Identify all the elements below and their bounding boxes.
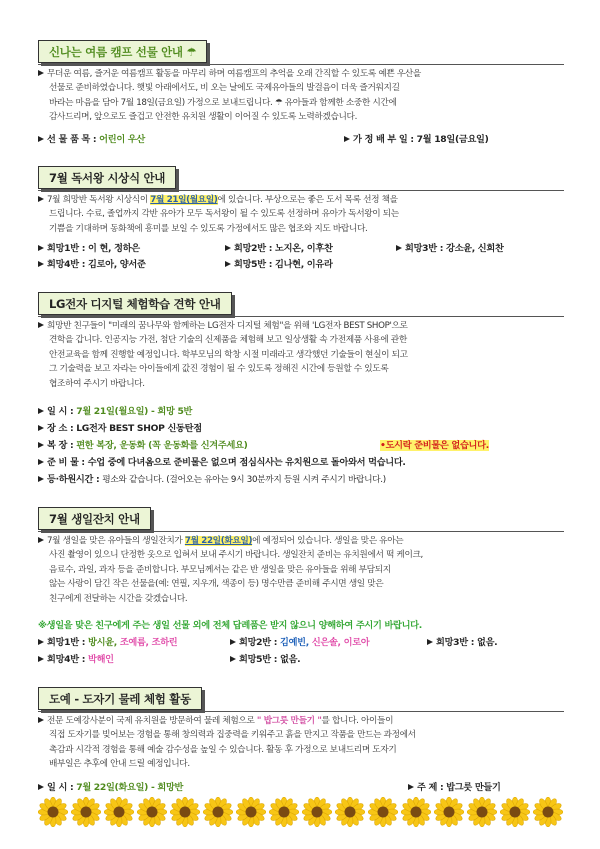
bullet-icon: [38, 442, 44, 448]
bullet-icon: [38, 537, 44, 543]
text: 에 있습니다. 부상으로는 좋은 도서 목록 선정 책을: [217, 195, 398, 205]
divider: [38, 190, 564, 191]
divider: [38, 531, 564, 532]
tour-time-row: [38, 471, 386, 485]
bullet-icon: [38, 136, 44, 142]
sunflower-icon: [434, 797, 464, 827]
sunflower-icon: [302, 797, 332, 827]
class-winners: 희망5반 : 김나현, 이유라: [234, 259, 333, 270]
sunflower-icon: [203, 797, 233, 827]
text-line: 협조하여 주시기 바랍니다.: [49, 378, 145, 389]
bullet-icon: [38, 639, 44, 645]
section-title: [38, 687, 202, 710]
value: 편한 복장, 운동화 (꼭 운동화를 신겨주세요): [76, 440, 248, 451]
text-line: 촉감과 시각적 경험을 통해 예술 감수성을 높일 수 있습니다. 활동 후 가정으로 보내드리며 도자기: [49, 744, 397, 755]
title-text: 7월 독서왕 시상식 안내: [49, 171, 166, 185]
child-name: 조예름,: [119, 637, 152, 648]
value: 평소와 같습니다. (걸어오는 유아는 9시 30분까지 등원 시켜 주시기 바랍니다.): [102, 475, 386, 485]
text-line: 배부일은 추후에 안내 드릴 예정입니다.: [49, 759, 190, 770]
sunflower-icon: [368, 797, 398, 827]
section-reading-award: [38, 166, 176, 189]
section-summer-camp: [38, 40, 207, 63]
label: 희망2반 :: [239, 637, 280, 648]
sunflower-icon: [467, 797, 497, 827]
value: 희망3반 : 없음.: [436, 637, 498, 648]
title-text: 도예 - 도자기 물레 체험 활동: [49, 692, 191, 706]
bullet-icon: [225, 261, 231, 267]
divider: [38, 316, 564, 317]
sunflower-icon: [170, 797, 200, 827]
text-line: 친구에게 전달하는 시간을 갖겠습니다.: [49, 593, 188, 604]
text-line: 견학을 갑니다. 인공지능 가전, 첨단 기술의 신제품을 체험해 보고 일상생활 속 가전제품 사용에 관한: [49, 335, 407, 346]
sunflower-icon: [269, 797, 299, 827]
value: 주 제 : 밥그릇 만들기: [417, 782, 501, 793]
title-text: 7월 생일잔치 안내: [49, 512, 140, 526]
bullet-icon: [230, 656, 236, 662]
value: 7월 22일(화요일) - 희망반: [76, 782, 184, 793]
delivery-date-row: [344, 131, 489, 145]
class-winners: 희망4반 : 김로아, 양서준: [47, 259, 146, 270]
sunflower-icon: [71, 797, 101, 827]
bullet-icon: [38, 261, 44, 267]
section-title: [38, 507, 151, 530]
class-winners: 희망3반 : 강소윤, 신희찬: [405, 243, 504, 254]
birthday-class-row: [427, 634, 497, 648]
value: 희망5반 : 없음.: [239, 654, 301, 665]
value: 7월 21일(월요일) - 희망 5반: [76, 406, 193, 417]
text-line: 사진 촬영이 있으니 단정한 옷으로 입혀서 보내 주시기 바랍니다. 생일잔치 준비는 유치원에서 떡 케이크,: [49, 550, 423, 561]
tour-place-row: [38, 420, 202, 434]
birthday-class-row: [230, 634, 369, 648]
section-lg-tour: [38, 292, 232, 315]
bullet-icon: [427, 639, 433, 645]
text: 7월 희망반 독서왕 시상식이: [47, 195, 151, 205]
activity-name: " 밥그릇 만들기 ": [256, 716, 322, 726]
section-birthday: [38, 507, 151, 530]
gift-item-row: [38, 131, 145, 145]
section-title: [38, 292, 232, 315]
bullet-icon: [38, 717, 44, 723]
bullet-icon: [38, 459, 44, 465]
bullet-icon: [38, 322, 44, 328]
highlight-date: 7월 21일(월요일): [150, 195, 218, 205]
child-name: 김예빈,: [280, 637, 312, 648]
bullet-icon: [408, 784, 414, 790]
paragraph-pottery: [38, 714, 568, 772]
paragraph-reading-award: [38, 193, 568, 236]
class-row: [225, 256, 333, 270]
child-name: 조하린: [151, 637, 178, 648]
bullet-icon: [38, 245, 44, 251]
label: 일 시 :: [47, 406, 77, 417]
value: •도시락 준비물은 없습니다.: [380, 440, 489, 451]
notice-text: ※생일을 맞은 친구에게 주는 생일 선물 외에 전체 답례품은 받지 않으니 양해하여 주시기 바랍니다.: [38, 620, 422, 631]
bullet-icon: [38, 196, 44, 202]
sunflower-icon: [38, 797, 68, 827]
text-line: 희망반 친구들이 "미래의 꿈나무와 함께하는 LG전자 디지털 체험"을 위해 'LG전자 BEST SHOP'으로: [47, 321, 408, 331]
value: 어린이 우산: [99, 134, 145, 145]
sunflower-icon: [104, 797, 134, 827]
sunflower-icon: [137, 797, 167, 827]
tour-prep-row: [38, 454, 406, 468]
class-row: [225, 240, 333, 254]
text-line: 안전교육을 함께 진행할 예정입니다. 학부모님의 학창 시절 미래라고 생각했던 기술들이 현실이 되고: [49, 349, 408, 360]
pottery-date-row: [38, 779, 183, 793]
text-line: 기쁨을 기대하며 동화책에 흥미를 보일 수 있도록 가정에서도 많은 협조와 지도 바랍니다.: [49, 223, 368, 234]
text-line: 선물로 준비하였습니다. 햇빛 아래에서도, 비 오는 날에도 국제유아들의 발걸음이 더욱 즐거워지길: [49, 83, 400, 94]
label: 선 물 품 목 :: [47, 134, 100, 145]
bullet-icon: [344, 136, 350, 142]
child-name: 이로아: [343, 637, 370, 648]
class-row: [38, 256, 146, 270]
sunflower-icon: [236, 797, 266, 827]
text-line: 바라는 마음을 담아 7월 18일(금요일) 가정으로 보내드립니다. ☂ 유아들과 함께한 소중한 시간에: [49, 97, 397, 108]
child-name: 신은솔,: [311, 637, 344, 648]
sunflower-icon: [335, 797, 365, 827]
value: 장 소 : LG전자 BEST SHOP 신동탄점: [47, 423, 202, 434]
bullet-icon: [396, 245, 402, 251]
label: 희망1반 :: [47, 637, 88, 648]
birthday-class-row: [230, 651, 300, 665]
bullet-icon: [230, 639, 236, 645]
class-winners: 희망2반 : 노지온, 이후찬: [234, 243, 333, 254]
section-pottery: [38, 687, 202, 710]
text-line: 드립니다. 수료, 졸업까지 각반 유아가 모두 독서왕이 될 수 있도록 선정하며 유아가 독서왕이 되는: [49, 209, 399, 220]
lunch-note: [380, 437, 489, 451]
child-name: 박해인: [88, 654, 114, 665]
divider: [38, 711, 564, 712]
paragraph-summer-camp: [38, 67, 568, 125]
gift-notice: [38, 617, 422, 631]
section-title: [38, 40, 207, 63]
bullet-icon: [38, 70, 44, 76]
text-line: 무더운 여름, 즐거운 여름캠프 활동을 마무리 하며 여름캠프의 추억을 오래 간직할 수 있도록 예쁜 우산을: [47, 69, 421, 79]
label: 희망4반 :: [47, 654, 88, 665]
bullet-icon: [38, 784, 44, 790]
sunflower-icon: [500, 797, 530, 827]
sunflower-icon: [533, 797, 563, 827]
tour-dress-row: [38, 437, 248, 451]
class-winners: 희망1반 : 이 현, 정하은: [47, 243, 140, 254]
text: 전문 도예강사분이 국제 유치원을 방문하여 물레 체험으로: [47, 716, 257, 726]
value: 준 비 물 : 수업 중에 다녀옴으로 준비물은 없으며 점심식사는 유치원으로 돌아와서 먹습니다.: [47, 457, 406, 468]
label: 복 장 :: [47, 440, 77, 451]
bullet-icon: [38, 656, 44, 662]
title-text: 신나는 여름 캠프 선물 안내 ☂: [49, 45, 197, 59]
paragraph-lg-tour: [38, 319, 568, 391]
class-row: [38, 240, 140, 254]
sunflower-icon: [401, 797, 431, 827]
text-line: 않는 사랑이 담긴 작은 선물을(예: 연필, 지우개, 색종이 등) 명수만큼 준비해 주시면 생일 맞은: [49, 579, 384, 590]
text-line: 그 기술력을 보고 자라는 아이들에게 값진 경험이 될 수 있도록 정해진 시간에 등원할 수 있도록: [49, 364, 389, 375]
bullet-icon: [38, 408, 44, 414]
text-line: 직접 도자기를 빚어보는 경험을 통해 창의력과 집중력을 키워주고 흙을 만지고 작품을 만드는 과정에서: [49, 730, 416, 741]
birthday-class-row: [38, 634, 177, 648]
section-title: [38, 166, 176, 189]
pottery-topic-row: [408, 779, 501, 793]
bullet-icon: [38, 425, 44, 431]
bullet-icon: [38, 476, 44, 482]
class-row: [396, 240, 504, 254]
child-name: 방시윤,: [88, 637, 120, 648]
text-line: 감사드리며, 앞으로도 즐겁고 안전한 유치원 생활이 이어질 수 있도록 노력하겠습니다.: [49, 112, 358, 123]
text: 에 예정되어 있습니다. 생일을 맞은 유아는: [252, 536, 404, 546]
birthday-class-row: [38, 651, 114, 665]
bullet-icon: [225, 245, 231, 251]
paragraph-birthday: [38, 534, 568, 606]
label: 일 시 :: [47, 782, 77, 793]
text-line: 음료수, 과일, 과자 등을 준비합니다. 부모님께서는 같은 반 생일을 맞은 유아들을 위해 부담되지: [49, 564, 391, 575]
value: 가 정 배 부 일 : 7월 18일(금요일): [353, 134, 489, 145]
tour-date-row: [38, 403, 192, 417]
highlight-date: 7월 22일(화요일): [184, 536, 253, 546]
title-text: LG전자 디지털 체험학습 견학 안내: [49, 297, 221, 311]
text: 를 합니다. 아이들이: [321, 716, 394, 726]
label: 등·하원시간 :: [47, 474, 103, 485]
divider: [38, 64, 564, 65]
text: 7월 생일을 맞은 유아들의 생일잔치가: [47, 536, 185, 546]
